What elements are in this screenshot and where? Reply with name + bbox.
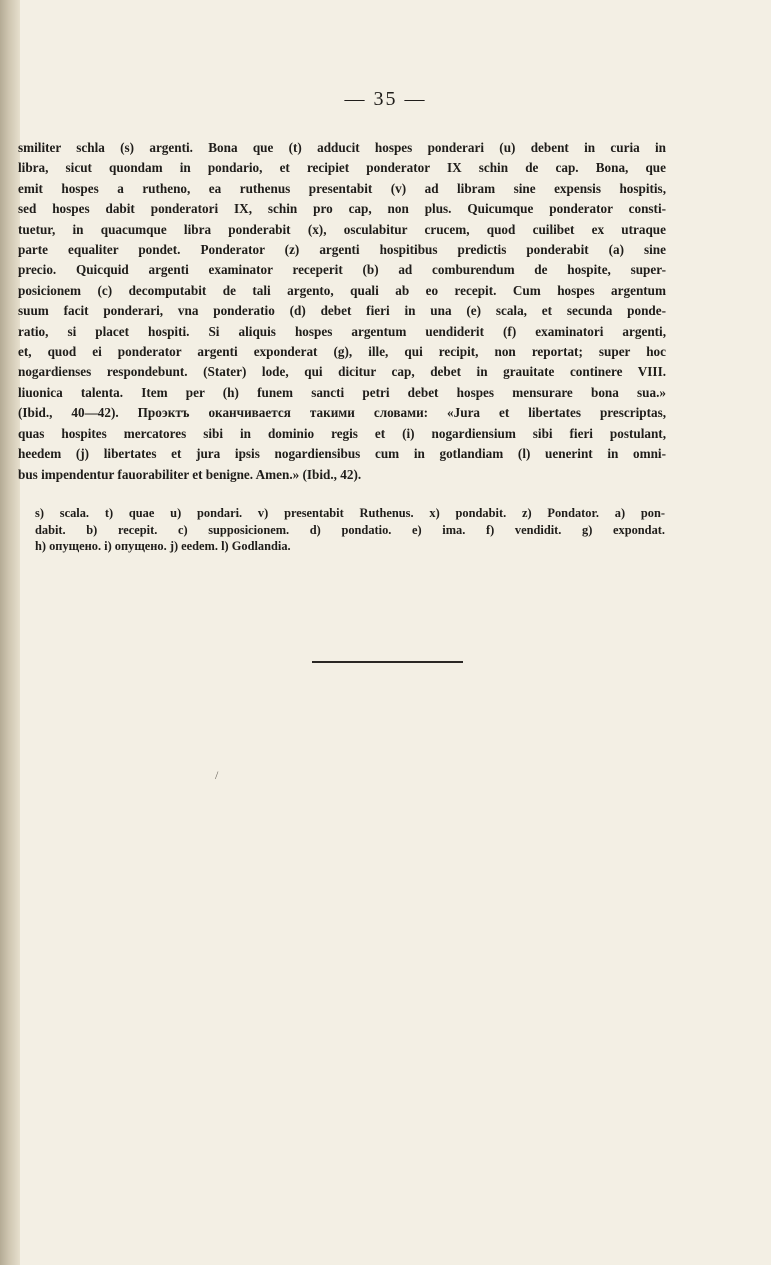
text-line: precio. Quicquid argenti examinator receperit (b) ad comburendum de hospite, super- (18, 262, 666, 278)
text-line: et, quod ei ponderator argenti exponderat (g), ille, qui recipit, non reportat; super hoc (18, 344, 666, 360)
divider-rule (312, 661, 463, 663)
text-line: nogardienses respondebunt. (Stater) lode, qui dicitur cap, debet in grauitate continere VIII. (18, 364, 666, 380)
footnote-line: s) scala. t) quae u) pondari. v) presentabit Ruthenus. x) pondabit. z) Pondator. a) pon- (35, 506, 665, 520)
text-line: (Ibid., 40—42). Проэктъ оканчивается такими словами: «Jura et libertates prescriptas, (18, 405, 666, 421)
text-line: ratio, si placet hospiti. Si aliquis hospes argentum uendiderit (f) examinatori argenti, (18, 323, 666, 339)
text-line: libra, sicut quondam in pondario, et recipiet ponderator IX schin de cap. Bona, que (18, 160, 666, 176)
text-line: emit hospes a rutheno, ea ruthenus presentabit (v) ad libram sine expensis hospitis, (18, 180, 666, 196)
text-line: heedem (j) libertates et jura ipsis nogardiensibus cum in gotlandiam (l) uenerint in omni- (18, 446, 666, 462)
text-line: parte equaliter pondet. Ponderator (z) argenti hospitibus predictis ponderabit (a) sine (18, 242, 666, 258)
footnotes (35, 505, 665, 555)
stray-mark: / (215, 768, 219, 782)
footnote-line: h) опущено. i) опущено. j) eedem. l) Godlandia. (35, 539, 291, 553)
text-line: bus impendentur fauorabiliter et benigne. Amen.» (Ibid., 42). (18, 466, 362, 482)
text-line: posicionem (c) decomputabit de tali argento, quali ab eo recepit. Cum hospes argentum (18, 282, 666, 298)
text-line: smiliter schla (s) argenti. Bona que (t) adducit hospes ponderari (u) debent in curia in (18, 140, 666, 155)
text-line: quas hospites mercatores sibi in dominio regis et (i) nogardiensium sibi fieri postulant, (18, 425, 666, 441)
text-line: suum facit ponderari, vna ponderatio (d) debet fieri in una (e) scala, et secunda ponde- (18, 303, 666, 319)
text-line: liuonica talenta. Item per (h) funem sancti petri debet hospes mensurare bona sua.» (18, 384, 666, 400)
text-line: sed hospes dabit ponderatori IX, schin pro cap, non plus. Quicumque ponderator consti- (18, 201, 666, 217)
binding-edge (0, 0, 20, 1265)
footnote-line: dabit. b) recepit. c) supposicionem. d) pondatio. e) ima. f) vendidit. g) expondat. (35, 522, 665, 537)
body-text (18, 138, 666, 485)
text-line: tuetur, in quacumque libra ponderabit (x), osculabitur crucem, quod cuilibet ex utraque (18, 221, 666, 237)
page-number: — 35 — (344, 88, 427, 110)
